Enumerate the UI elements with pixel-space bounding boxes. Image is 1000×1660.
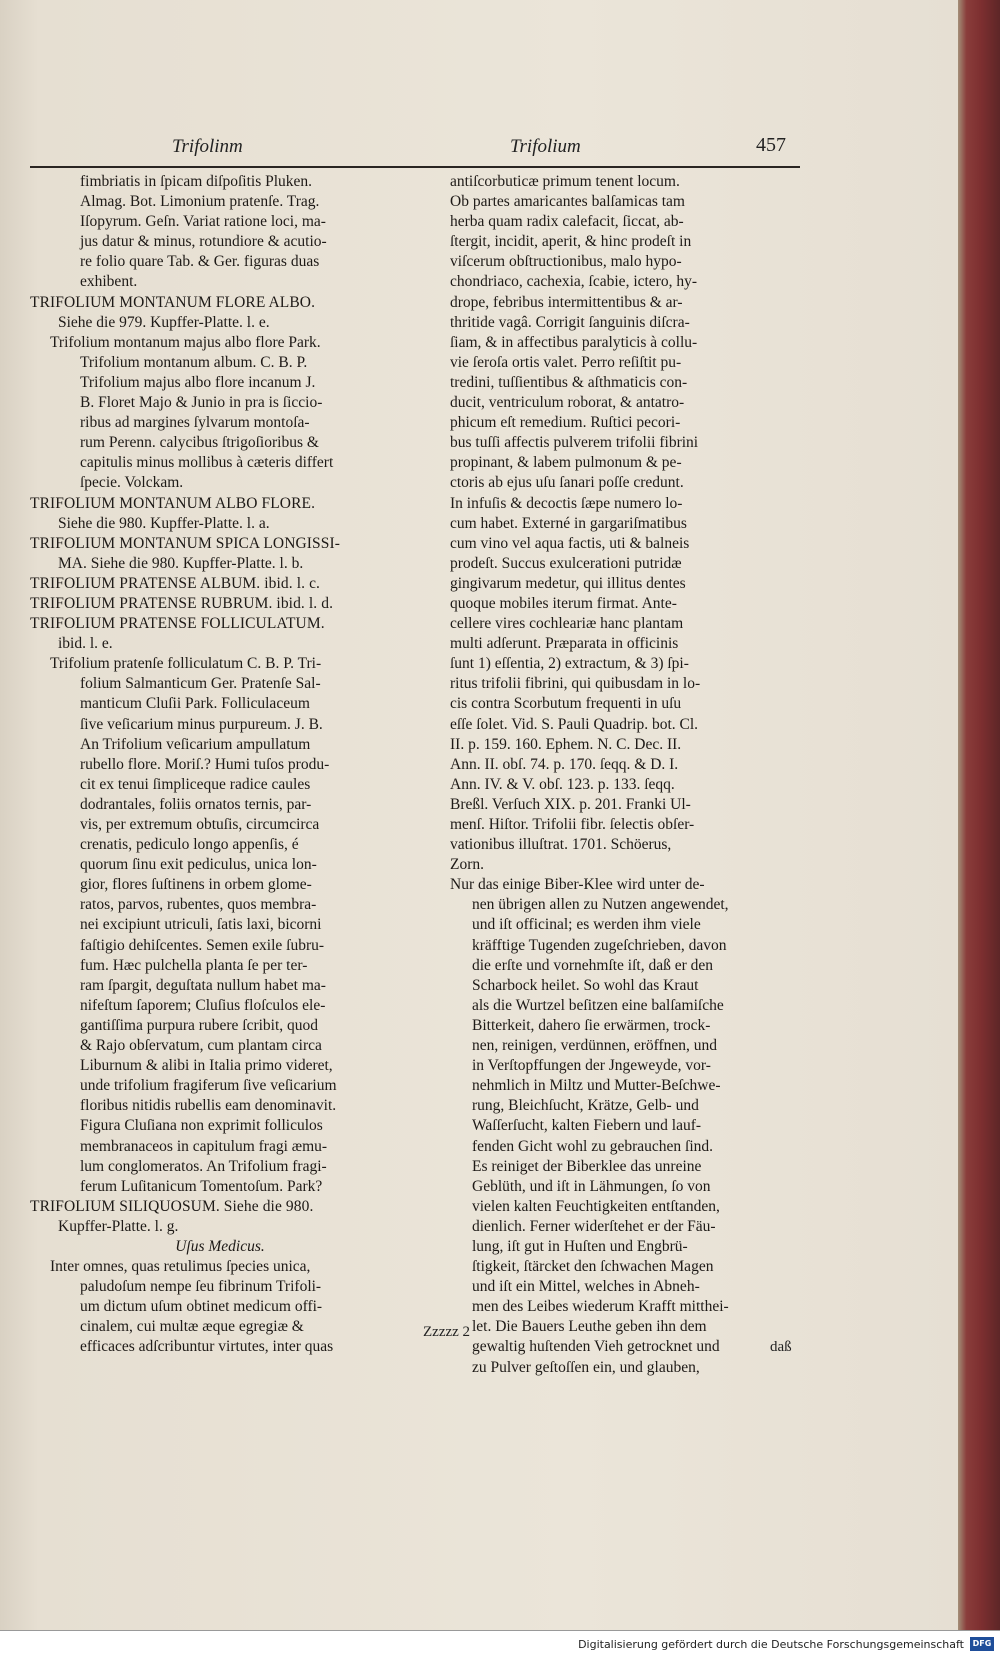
right-column-line: in Verſtopffungen der Jngeweyde, vor- <box>472 1057 711 1075</box>
right-column-line: prodeſt. Succus exulcerationi putridæ <box>450 554 682 572</box>
left-column-line: ibid. l. e. <box>58 635 113 653</box>
catchword: daß <box>770 1339 792 1355</box>
left-column-line: rubello flore. Moriſ.? Humi tuſos produ- <box>80 755 330 773</box>
left-column-line: fum. Hæc pulchella planta ſe per ter- <box>80 956 308 974</box>
right-column-line: nen, reinigen, verdünnen, eröffnen, und <box>472 1037 718 1055</box>
book-spine-edge <box>958 0 1000 1630</box>
right-column-line: gingivarum medetur, qui illitus dentes <box>450 574 686 592</box>
running-header <box>0 132 958 162</box>
left-column-line: & Rajo obſervatum, cum plantam circa <box>80 1037 322 1055</box>
left-column-line: Uſus Medicus. <box>175 1237 265 1255</box>
left-column-line: lum conglomeratos. An Trifolium fragi- <box>80 1157 327 1175</box>
right-column-line: men des Leibes wiederum Krafft mitthei- <box>472 1298 729 1316</box>
header-rule <box>30 166 800 168</box>
header-left-title: Trifolinm <box>172 136 243 157</box>
right-column-line: Es reiniget der Biberklee das unreine <box>472 1157 702 1175</box>
right-column-line: dienlich. Ferner widerſtehet er der Fäu- <box>472 1217 716 1235</box>
right-column-line: quoque mobiles iterum firmat. Ante- <box>450 594 677 612</box>
signature-mark: Zzzzz 2 <box>423 1324 471 1340</box>
right-column-line: eſſe ſolet. Vid. S. Pauli Quadrip. bot. Cl. <box>450 715 699 733</box>
left-column-line: nei excipiunt utriculi, ſatis laxi, bicorni <box>80 916 322 934</box>
right-column-line: ctoris ab ejus uſu ſanari poſſe credunt. <box>450 474 684 492</box>
right-column-line: Zorn. <box>450 856 485 874</box>
right-column-line: viſcerum obſtructionibus, malo hypo- <box>450 253 682 271</box>
right-column-line: kräfftige Tugenden zugeſchrieben, davon <box>472 936 727 954</box>
right-column-line: die erſte und vornehmſte iſt, daß er den <box>472 956 714 974</box>
right-column-line: Scharbock heilet. So wohl das Kraut <box>472 976 699 994</box>
right-column-line: bus tuſſi affectis pulverem trifolii fibrini <box>450 434 699 452</box>
right-column-line: gewaltig huſtenden Vieh getrocknet und <box>472 1338 720 1356</box>
right-column-line: und iſt ein Mittel, welches in Abneh- <box>472 1278 700 1296</box>
right-column-line: ſiam, & in affectibus paralyticis à collu- <box>450 333 698 351</box>
left-column-line: gior, flores ſuſtinens in orbem glome- <box>80 876 312 894</box>
left-column-line: Kupffer-Platte. l. g. <box>58 1217 179 1235</box>
left-column-line: Almag. Bot. Limonium pratenſe. Trag. <box>80 193 320 211</box>
left-column-line: fimbriatis in ſpicam diſpoſitis Pluken. <box>80 173 313 190</box>
left-column-line: floribus nitidis rubellis eam denominavit. <box>80 1097 337 1115</box>
right-column-line: ſtergit, incidit, aperit, & hinc prodeſt in <box>450 233 692 251</box>
right-column-line: Ann. II. obſ. 74. p. 170. ſeqq. & D. I. <box>450 755 679 773</box>
left-column-line: ſive veſicarium minus purpureum. J. B. <box>80 715 323 733</box>
right-column-line: rung, Bleichſucht, Krätze, Gelb- und <box>472 1097 699 1115</box>
left-column-line: Siehe die 979. Kupffer-Platte. l. e. <box>58 313 270 331</box>
left-column-line: vis, per extremum obtuſis, circumcirca <box>80 816 320 833</box>
left-column-line: gantiſſima purpura rubere ſcribit, quod <box>80 1016 319 1034</box>
left-column-line: capitulis minus mollibus à cæteris differt <box>80 454 334 472</box>
left-column-line: faſtigio dehiſcentes. Semen exile ſubru- <box>80 936 325 954</box>
left-column-line: quorum ſinu exit pediculus, unica lon- <box>80 856 317 874</box>
right-column-line: Waſſerſucht, kalten Fiebern und lauf- <box>472 1117 702 1135</box>
left-column-line: crenatis, pediculo longo appenſis, é <box>80 836 299 854</box>
left-column-line: TRIFOLIUM MONTANUM SPICA LONGISSI- <box>30 534 341 552</box>
dfg-logo: DFG <box>970 1637 994 1651</box>
right-column-line: thritide vagâ. Corrigit ſanguinis diſcra- <box>450 313 690 331</box>
left-column-line: re folio quare Tab. & Ger. figuras duas <box>80 253 320 271</box>
left-column-line: An Trifolium veſicarium ampullatum <box>80 735 311 753</box>
left-column-line: membranaceos in capitulum fragi æmu- <box>80 1137 328 1155</box>
left-column-line: Trifolium majus albo flore incanum J. <box>80 373 316 391</box>
right-column-line: nehmlich in Miltz und Mutter-Beſchwe- <box>472 1077 721 1095</box>
right-column-line: herba quam radix calefacit, ſiccat, ab- <box>450 213 684 231</box>
right-column-line: menſ. Hiſtor. Trifolii fibr. ſelectis obſer- <box>450 816 695 833</box>
right-column-line: II. p. 159. 160. Ephem. N. C. Dec. II. <box>450 735 682 753</box>
left-column-line: efficaces adſcribuntur virtutes, inter quas <box>80 1338 334 1356</box>
right-column-line: cellere vires cochleariæ hanc plantam <box>450 615 684 633</box>
left-column-line: ribus ad margines ſylvarum montoſa- <box>80 414 310 432</box>
left-column-line: Trifolium montanum album. C. B. P. <box>80 353 308 371</box>
left-column-line: ratos, parvos, rubentes, quos membra- <box>80 896 317 914</box>
right-column-line: chondriaco, cachexia, ſcabie, ictero, hy- <box>450 273 698 291</box>
left-column-line: MA. Siehe die 980. Kupffer-Platte. l. b. <box>58 554 304 572</box>
left-column-line: Trifolium montanum majus albo flore Park. <box>50 333 321 351</box>
right-column-line: als die Wurtzel beſitzen eine balſamiſche <box>472 996 724 1014</box>
left-column-line: nifeſtum ſaporem; Cluſius floſculos ele- <box>80 996 326 1014</box>
right-column-line: multi adſerunt. Præparata in officinis <box>450 635 679 653</box>
right-column-line: Ob partes amaricantes balſamicas tam <box>450 193 685 211</box>
right-column-line: ducit, ventriculum roborat, & antatro- <box>450 394 685 412</box>
right-column-line: let. Die Bauers Leuthe geben ihn dem <box>472 1318 707 1336</box>
left-column-line: ram ſpargit, deguſtata nullum habet ma- <box>80 976 326 994</box>
right-column-line: ſunt 1) eſſentia, 2) extractum, & 3) ſpi- <box>450 655 689 673</box>
left-column-line: TRIFOLIUM PRATENSE ALBUM. ibid. l. c. <box>30 574 321 592</box>
right-column-line: cum vino vel aqua factis, uti & balneis <box>450 534 690 552</box>
right-column-line: In infuſis & decoctis ſæpe numero lo- <box>450 494 683 512</box>
left-column-line: cinalem, cui multæ æque egregiæ & <box>80 1318 304 1336</box>
left-column-line: Liburnum & alibi in Italia primo videret, <box>80 1057 333 1075</box>
right-column-line: propinant, & labem pulmonum & pe- <box>450 454 682 472</box>
right-column-line: vie ſeroſa ortis valet. Perro reſiſtit pu- <box>450 353 682 371</box>
left-column-line: rum Perenn. calycibus ſtrigoſioribus & <box>80 434 319 452</box>
left-column-line: TRIFOLIUM PRATENSE FOLLICULATUM. <box>30 615 325 633</box>
right-column-line: antiſcorbuticæ primum tenent locum. <box>450 173 680 190</box>
right-column-line: Ann. IV. & V. obſ. 123. p. 133. ſeqq. <box>450 775 675 793</box>
right-column-line: vielen kalten Feuchtigkeiten entſtanden, <box>472 1197 720 1215</box>
right-column-line: zu Pulver geſtoſſen ein, und glauben, <box>472 1358 700 1376</box>
right-text-column <box>450 172 802 1378</box>
right-column-line: lung, iſt gut in Huſten und Engbrü- <box>472 1237 688 1255</box>
header-center-title: Trifolium <box>510 136 581 157</box>
left-column-line: Iſopyrum. Geſn. Variat ratione loci, ma- <box>80 213 326 231</box>
right-column-line: Bitterkeit, dahero ſie erwärmen, trock- <box>472 1016 711 1034</box>
footer-bar <box>0 1630 1000 1660</box>
right-column-line: Geblüth, und iſt in Lähmungen, ſo von <box>472 1177 711 1195</box>
left-column-line: Trifolium pratenſe folliculatum C. B. P. Tri- <box>50 655 322 673</box>
right-column-line: phicum eſt remedium. Ruſtici pecori- <box>450 414 681 432</box>
right-column-line: Breßl. Verſuch XIX. p. 201. Franki Ul- <box>450 795 691 813</box>
right-column-line: ſtigkeit, ſtärcket den ſchwachen Magen <box>472 1258 714 1276</box>
right-column-line: und iſt officinal; es werden ihm viele <box>472 916 701 934</box>
left-column-line: TRIFOLIUM PRATENSE RUBRUM. ibid. l. d. <box>30 594 334 612</box>
left-column-line: Inter omnes, quas retulimus ſpecies unica, <box>50 1258 311 1276</box>
right-column-line: vationibus illuſtrat. 1701. Schöerus, <box>450 836 672 854</box>
left-column-line: unde trifolium fragiferum ſive veſicarium <box>80 1077 337 1095</box>
left-column-line: folium Salmanticum Ger. Pratenſe Sal- <box>80 675 321 693</box>
right-column-line: nen übrigen allen zu Nutzen angewendet, <box>472 896 729 914</box>
footer-credit: Digitalisierung gefördert durch die Deutsche Forschungsgemeinschaft <box>578 1638 964 1651</box>
left-column-line: ſpecie. Volckam. <box>80 474 184 492</box>
right-column-line: fenden Gicht wohl zu gebrauchen ſind. <box>472 1137 714 1155</box>
left-column-line: um dictum uſum obtinet medicum offi- <box>80 1298 323 1316</box>
right-column-line: cis contra Scorbutum frequenti in uſu <box>450 695 682 713</box>
left-column-line: dodrantales, foliis ornatos ternis, par- <box>80 795 312 813</box>
left-column-line: jus datur & minus, rotundiore & acutio- <box>80 233 327 251</box>
left-column-line: ferum Luſitanicum Tomentoſum. Park? <box>80 1177 323 1195</box>
left-column-line: B. Floret Majo & Junio in pra is ſiccio- <box>80 394 323 412</box>
right-column-line: ritus trifolii fibrini, qui quibusdam in lo- <box>450 675 701 693</box>
left-column-line: Figura Cluſiana non exprimit folliculos <box>80 1117 323 1135</box>
left-column-line: TRIFOLIUM SILIQUOSUM. Siehe die 980. <box>30 1197 314 1215</box>
page-number: 457 <box>756 134 786 156</box>
left-column-line: exhibent. <box>80 273 138 291</box>
right-column-line: tredini, tuſſientibus & aſthmaticis con- <box>450 373 688 391</box>
left-column-line: manticum Cluſii Park. Folliculaceum <box>80 695 310 713</box>
right-column-line: Nur das einige Biber-Klee wird unter de- <box>450 876 705 894</box>
right-column-line: cum habet. Externé in gargariſmatibus <box>450 514 687 532</box>
left-column-line: cit ex tenui ſimpliceque radice caules <box>80 775 311 793</box>
left-column-line: TRIFOLIUM MONTANUM ALBO FLORE. <box>30 494 316 512</box>
left-text-column <box>30 172 410 1358</box>
left-column-line: Siehe die 980. Kupffer-Platte. l. a. <box>58 514 270 532</box>
left-column-line: paludoſum nempe ſeu fibrinum Trifoli- <box>80 1278 322 1296</box>
left-column-line: TRIFOLIUM MONTANUM FLORE ALBO. <box>30 293 316 311</box>
right-column-line: drope, febribus intermittentibus & ar- <box>450 293 683 311</box>
